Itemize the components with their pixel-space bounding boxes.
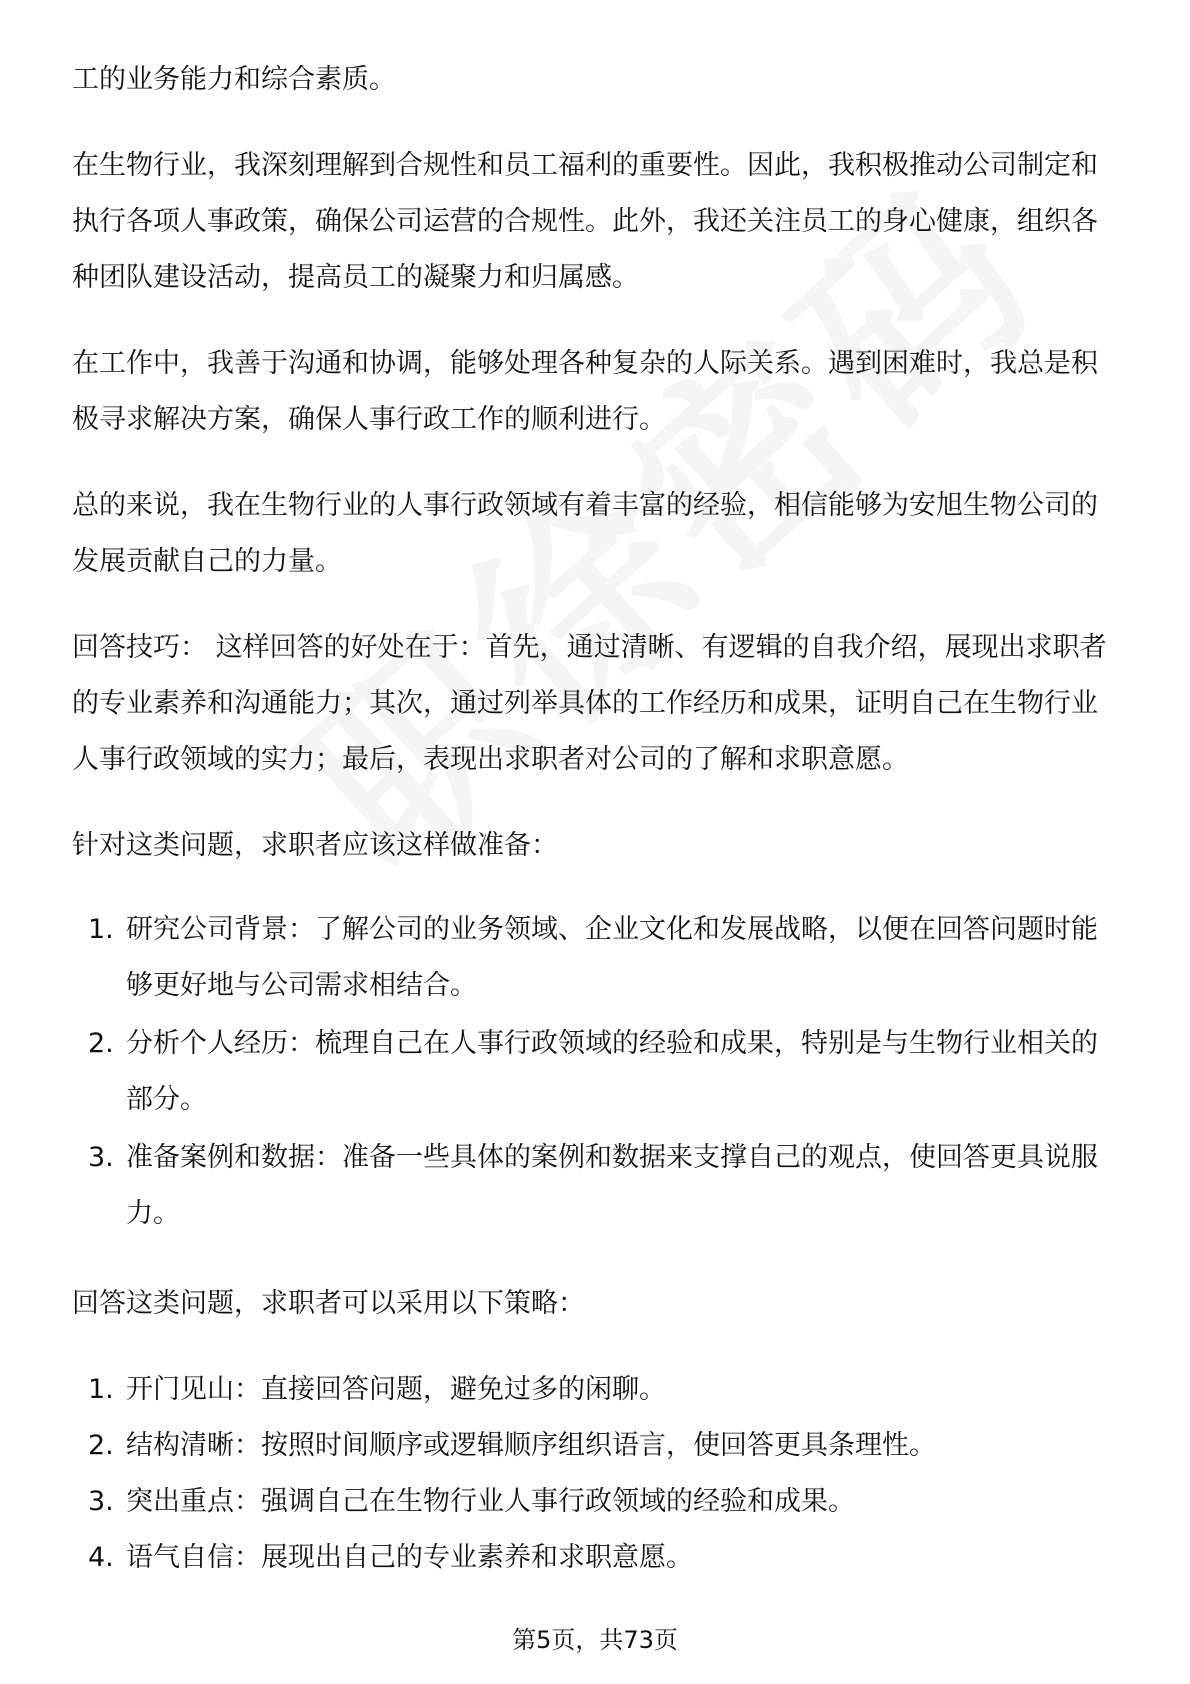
list-item-text: 准备案例和数据：准备一些具体的案例和数据来支撑自己的观点，使回答更具说服力。 bbox=[126, 1142, 1098, 1229]
list-item-text: 研究公司背景：了解公司的业务领域、企业文化和发展战略，以便在回答问题时能够更好地与公司需求相结合。 bbox=[126, 914, 1098, 1001]
list-item bbox=[72, 1016, 1122, 1128]
list-item bbox=[72, 1474, 1122, 1530]
list-number: 1. bbox=[88, 1374, 114, 1405]
document-body bbox=[72, 52, 1122, 1586]
list-number: 3. bbox=[88, 1486, 114, 1517]
paragraph-continuation: 工的业务能力和综合素质。 bbox=[72, 64, 396, 95]
list-number: 2. bbox=[88, 1430, 114, 1461]
list-item bbox=[72, 1418, 1122, 1474]
list-number: 1. bbox=[88, 914, 114, 945]
list-item-text: 突出重点：强调自己在生物行业人事行政领域的经验和成果。 bbox=[126, 1486, 855, 1517]
prep-list bbox=[72, 902, 1122, 1242]
list-number: 2. bbox=[88, 1028, 114, 1059]
paragraph-prep-intro: 针对这类问题，求职者应该这样做准备： bbox=[72, 830, 558, 861]
list-item-text: 分析个人经历：梳理自己在人事行政领域的经验和成果，特别是与生物行业相关的部分。 bbox=[126, 1028, 1098, 1115]
list-item-text: 开门见山：直接回答问题，避免过多的闲聊。 bbox=[126, 1374, 666, 1405]
list-item-text: 语气自信：展现出自己的专业素养和求职意愿。 bbox=[126, 1542, 693, 1573]
paragraph-strategy-intro: 回答这类问题，求职者可以采用以下策略： bbox=[72, 1288, 585, 1319]
list-item bbox=[72, 1362, 1122, 1418]
list-item bbox=[72, 902, 1122, 1014]
paragraph-communication: 在工作中，我善于沟通和协调，能够处理各种复杂的人际关系。遇到困难时，我总是积极寻求解决方案，确保人事行政工作的顺利进行。 bbox=[72, 348, 1098, 435]
paragraph-compliance: 在生物行业，我深刻理解到合规性和员工福利的重要性。因此，我积极推动公司制定和执行各项人事政策，确保公司运营的合规性。此外，我还关注员工的身心健康，组织各种团队建设活动，提高员工的凝聚力和归属感。 bbox=[72, 150, 1098, 293]
list-number: 4. bbox=[88, 1542, 114, 1573]
list-number: 3. bbox=[88, 1142, 114, 1173]
strategy-list bbox=[72, 1362, 1122, 1586]
list-item bbox=[72, 1530, 1122, 1586]
list-item bbox=[72, 1130, 1122, 1242]
paragraph-answer-tips: 回答技巧： 这样回答的好处在于：首先，通过清晰、有逻辑的自我介绍，展现出求职者的专业素养和沟通能力；其次，通过列举具体的工作经历和成果，证明自己在生物行业人事行政领域的实力；最后，表现出求职者对公司的了解和求职意愿。 bbox=[72, 632, 1107, 775]
list-item-text: 结构清晰：按照时间顺序或逻辑顺序组织语言，使回答更具条理性。 bbox=[126, 1430, 936, 1461]
paragraph-summary: 总的来说，我在生物行业的人事行政领域有着丰富的经验，相信能够为安旭生物公司的发展贡献自己的力量。 bbox=[72, 490, 1098, 577]
page-number: 第5页，共73页 bbox=[512, 1626, 678, 1654]
